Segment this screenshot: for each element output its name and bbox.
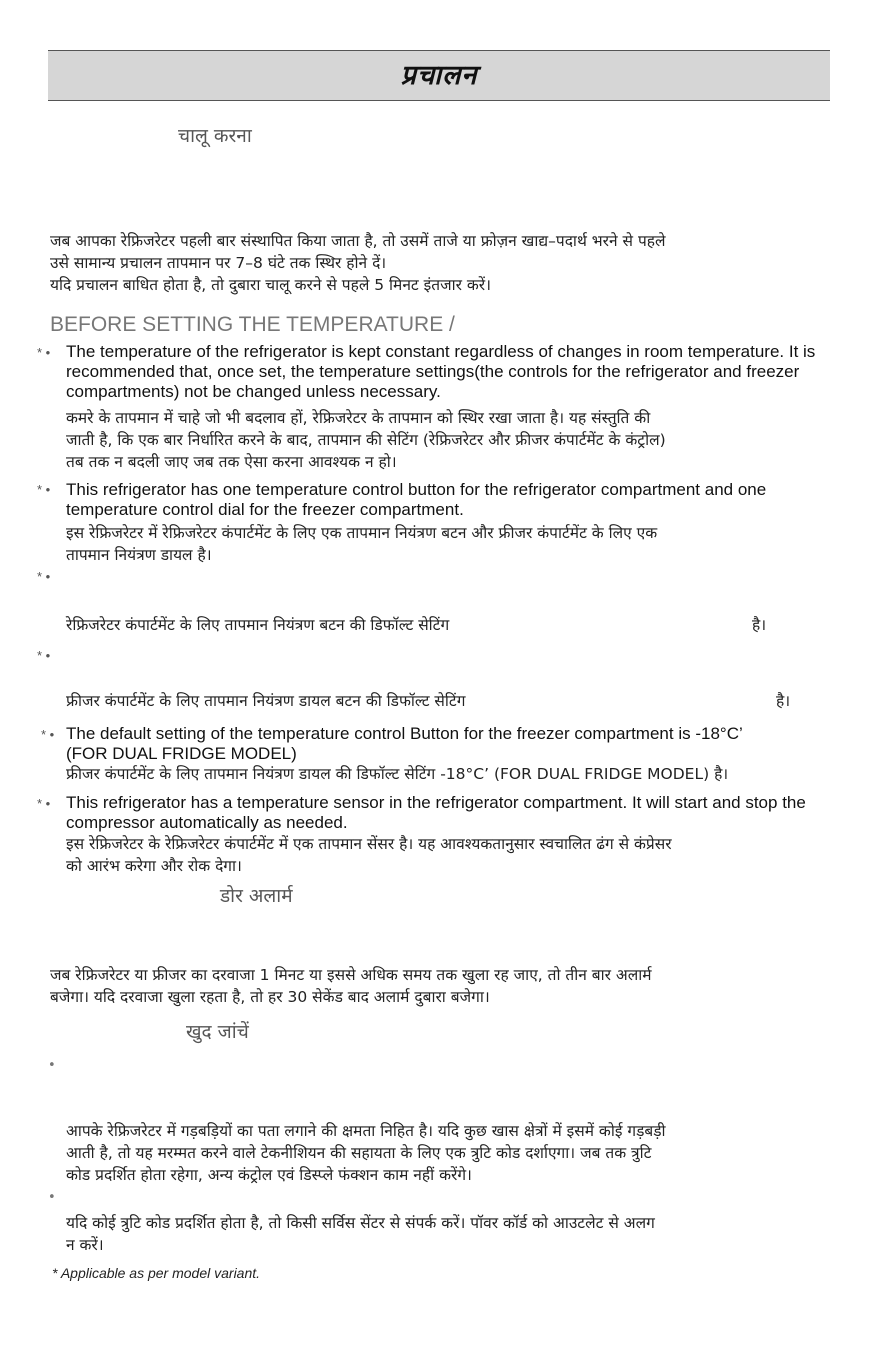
self-check-p2-line-1: यदि कोई त्रुटि कोड प्रदर्शित होता है, तो किसी सर्विस सेंटर से संपर्क करें। पॉवर कॉर्ड को आउटलेट से अलग [66, 1214, 655, 1232]
temp-item1-hi-1: कमरे के तापमान में चाहे जो भी बदलाव हों, रेफ्रिजरेटर के तापमान को स्थिर रखा जाता है। यह संस्तुति की [66, 409, 651, 427]
temp-item5-en-1: The default setting of the temperature control Button for the freezer compartment is -18°C’ [66, 724, 743, 743]
footnote: * Applicable as per model variant. [52, 1265, 261, 1281]
temp-item3-hi: रेफ्रिजरेटर कंपार्टमेंट के लिए तापमान नियंत्रण बटन की डिफॉल्ट सेटिंग [66, 616, 450, 634]
temp-item2-en-2: temperature control dial for the freezer compartment. [66, 500, 464, 519]
bullet-marker: * • [41, 727, 55, 742]
self-check-p1-line-1: आपके रेफ्रिजरेटर में गड़बड़ियों का पता लगाने की क्षमता निहित है। यदि कुछ खास क्षेत्रों में इसमें कोई गड़बड़ी [66, 1122, 666, 1140]
section-heading-door-alarm: डोर अलार्म [220, 885, 293, 907]
temp-item4-hi: फ्रीजर कंपार्टमेंट के लिए तापमान नियंत्रण डायल बटन की डिफॉल्ट सेटिंग [66, 692, 466, 710]
temp-item4-tail: है। [776, 692, 791, 710]
self-check-p2-line-2: न करें। [66, 1236, 104, 1254]
start-line-2: उसे सामान्य प्रचालन तापमान पर 7–8 घंटे तक स्थिर होने दें। [50, 254, 387, 272]
bullet: • [48, 1058, 56, 1073]
page-header-bar [48, 50, 830, 101]
self-check-p1-line-2: आती है, तो यह मरम्मत करने वाले टेकनीशियन की सहायता के लिए एक त्रुटि कोड दर्शाएगा। जब तक त्रुटि [66, 1144, 652, 1162]
temp-item1-hi-3: तब तक न बदली जाए जब तक ऐसा करना आवश्यक न हो। [66, 453, 397, 471]
temp-item5-en-2: (FOR DUAL FRIDGE MODEL) [66, 744, 297, 763]
door-alarm-line-2: बजेगा। यदि दरवाजा खुला रहता है, तो हर 30 सेकेंड बाद अलार्म दुबारा बजेगा। [50, 988, 490, 1006]
temp-item6-hi-1: इस रेफ्रिजरेटर के रेफ्रिजरेटर कंपार्टमेंट में एक तापमान सेंसर है। यह आवश्यकतानुसार स्वचालित ढंग से कंप्रेसर [66, 835, 672, 853]
door-alarm-line-1: जब रेफ्रिजरेटर या फ्रीजर का दरवाजा 1 मिनट या इससे अधिक समय तक खुला रह जाए, तो तीन बार अलार्म [50, 966, 652, 984]
start-line-3: यदि प्रचालन बाधित होता है, तो दुबारा चालू करने से पहले 5 मिनट इंतजार करें। [50, 276, 492, 294]
start-line-1: जब आपका रेफ्रिजरेटर पहली बार संस्थापित किया जाता है, तो उसमें ताजे या फ्रोज़न खाद्य–पदार्थ भरने से पहले [50, 232, 666, 250]
bullet-marker: * • [37, 648, 51, 663]
temp-item6-en-2: compressor automatically as needed. [66, 813, 348, 832]
temp-item1-en-1: The temperature of the refrigerator is kept constant regardless of changes in room temperature. It is [66, 342, 816, 361]
bullet: • [48, 1190, 56, 1205]
section-heading-temperature: BEFORE SETTING THE TEMPERATURE / [50, 313, 455, 336]
temp-item5-hi: फ्रीजर कंपार्टमेंट के लिए तापमान नियंत्रण डायल की डिफॉल्ट सेटिंग -18°C’ (FOR DUAL FRIDGE MODEL) है। [66, 765, 729, 783]
section-heading-self-check: खुद जांचें [186, 1021, 249, 1043]
bullet-marker: * • [37, 796, 51, 811]
temp-item1-en-3: compartments) not be changed unless necessary. [66, 382, 441, 401]
temp-item6-hi-2: को आरंभ करेगा और रोक देगा। [66, 857, 242, 875]
temp-item2-hi-1: इस रेफ्रिजरेटर में रेफ्रिजरेटर कंपार्टमेंट के लिए एक तापमान नियंत्रण बटन और फ्रीजर कंपार्टमेंट के लिए एक [66, 524, 658, 542]
bullet-marker: * • [37, 345, 51, 360]
self-check-p1-line-3: कोड प्रदर्शित होता रहेगा, अन्य कंट्रोल एवं डिस्प्ले फंक्शन काम नहीं करेंगे। [66, 1166, 472, 1184]
bullet-marker: * • [37, 569, 51, 584]
temp-item1-en-2: recommended that, once set, the temperature settings(the controls for the refrigerator and freezer [66, 362, 800, 381]
temp-item3-tail: है। [752, 616, 767, 634]
bullet-marker: * • [37, 482, 51, 497]
section-heading-start: चालू करना [178, 125, 252, 147]
page-title: प्रचालन [400, 60, 478, 91]
temp-item1-hi-2: जाती है, कि एक बार निर्धारित करने के बाद, तापमान की सेटिंग (रेफ्रिजरेटर और फ्रीजर कंपार्टमेंट के कंट्रोल) [66, 431, 666, 449]
temp-item2-hi-2: तापमान नियंत्रण डायल है। [66, 546, 212, 564]
temp-item2-en-1: This refrigerator has one temperature control button for the refrigerator compartment and one [66, 480, 767, 499]
temp-item6-en-1: This refrigerator has a temperature sensor in the refrigerator compartment. It will start and stop the [66, 793, 806, 812]
